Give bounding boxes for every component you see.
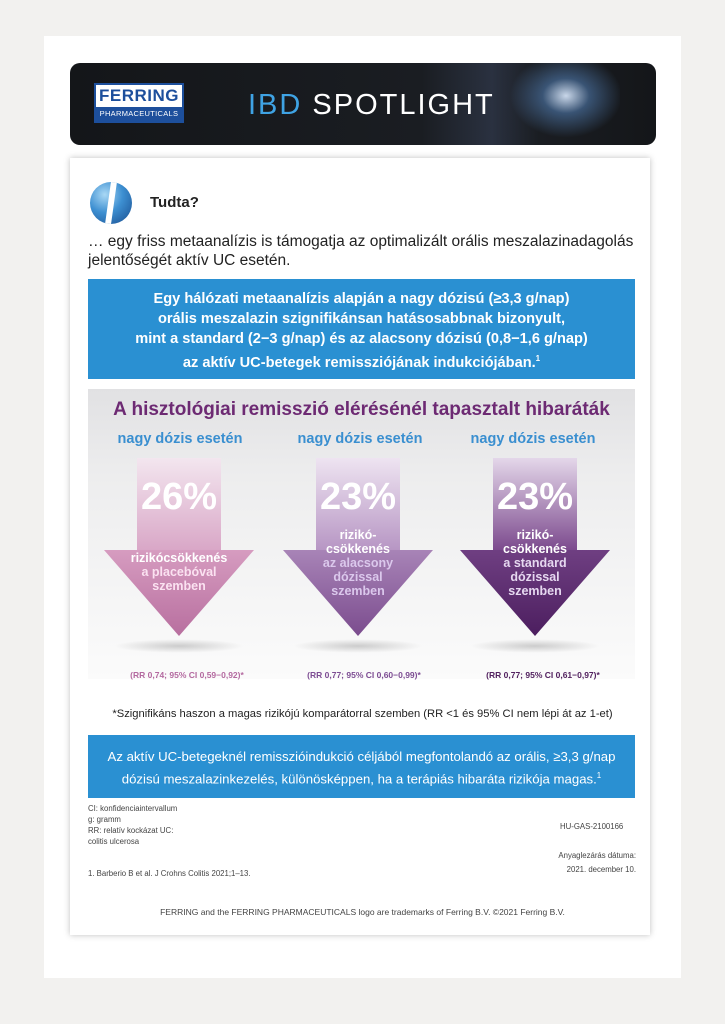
abbreviation-item: RR: relatív kockázat UC: [88,826,174,835]
risk-label [104,551,254,593]
title-ibd: IBD [248,89,303,121]
risk-label-main: csökkenés [326,542,390,556]
ci-text-2: (RR 0,77; 95% CI 0,60−0,99)* [307,670,421,680]
arrow-shadow [470,639,600,653]
risk-label [283,528,433,598]
risk-label [460,528,610,598]
closing-label: Anyaglezárás dátuma: [558,851,636,860]
conclusion-line [88,766,635,788]
light-beam-decoration [500,63,620,145]
chart-title: A hisztológiai remisszió elérésénél tapasztalt hibaráták [113,399,610,420]
column-heading-3: nagy dózis esetén [470,431,596,447]
highlight-line: Egy hálózati metaanalízis alapján a nagy dózisú (≥3,3 g/nap) [153,291,570,307]
highlight-box [88,279,635,379]
document-code: HU-GAS-2100166 [560,822,624,831]
chart-panel [88,389,635,679]
risk-label-sub: a placebóval [141,565,217,579]
tudta-heading: Tudta? [150,194,199,211]
page-title [248,89,495,122]
risk-value: 23% [319,476,397,518]
trademark-notice: FERRING and the FERRING PHARMACEUTICALS logo are trademarks of Ferring B.V. ©2021 Ferring B.V. [160,907,565,917]
ferring-spotlight-icon [90,182,132,224]
ci-text-1: (RR 0,74; 95% CI 0,59−0,92)* [130,670,244,680]
conclusion-box [88,735,635,798]
ferring-logo [94,83,184,123]
significance-footnote: *Szignifikáns haszon a magas rizikójú komparátorral szemben (RR <1 és 95% CI nem lépi át az 1-et) [112,708,613,720]
risk-label-sub: szemben [152,579,206,593]
logo-pharma-text: PHARMACEUTICALS [96,107,182,121]
risk-value: 23% [496,476,574,518]
risk-label-sub: dózissal [510,570,560,584]
highlight-ref: 1 [535,354,541,363]
highlight-line: mint a standard (2−3 g/nap) és az alacsony dózisú (0,8−1,6 g/nap) [135,331,588,347]
abbreviation-item: g: gramm [88,815,121,824]
column-heading-2: nagy dózis esetén [297,431,423,447]
risk-value: 26% [140,476,218,518]
risk-label-sub: az alacsony [322,556,394,570]
conclusion-ref: 1 [596,771,602,780]
risk-arrow-low-dose [283,458,433,638]
highlight-line-text: az aktív UC-betegek remissziójának indukciójában. [182,354,536,371]
abbreviation-item: colitis ulcerosa [88,837,140,846]
arrow-shadow [114,639,244,653]
conclusion-line-text: dózisú meszalazinkezelés, különösképpen, ha a terápiás hibaráta rizikója magas. [121,771,597,787]
ci-text-3: (RR 0,77; 95% CI 0,61−0,97)* [486,670,600,680]
logo-ferring-text: FERRING [99,86,179,105]
closing-date: 2021. december 10. [566,865,636,874]
risk-label-sub: a standard [503,556,567,570]
title-spotlight: SPOTLIGHT [312,89,495,121]
risk-label-main: csökkenés [503,542,567,556]
abbreviation-item: CI: konfidenciaintervallum [88,804,178,813]
highlight-line: orális meszalazin szignifikánsan hatásosabbnak bizonyult, [157,311,566,327]
reference: 1. Barberio B et al. J Crohns Colitis 2021;1–13. [88,869,251,878]
column-heading-1: nagy dózis esetén [117,431,243,447]
arrow-shadow [293,639,423,653]
abbreviations [88,803,177,847]
header-banner [70,63,656,145]
risk-label-main: rizikócsökkenés [130,551,228,565]
conclusion-line: Az aktív UC-betegeknél remisszióindukció céljából megfontolandó az orális, ≥3,3 g/nap [107,749,616,764]
risk-label-main: rizikó- [339,528,377,542]
risk-label-sub: szemben [508,584,562,598]
highlight-line [88,349,635,373]
risk-label-main: rizikó- [516,528,554,542]
risk-label-sub: szemben [331,584,385,598]
risk-label-sub: dózissal [333,570,383,584]
risk-arrow-placebo [104,458,254,638]
risk-arrow-standard-dose [460,458,610,638]
intro-text: … egy friss metaanalízis is támogatja az optimalizált orális meszalazinadagolás jelentőségét aktív UC esetén. [88,233,634,269]
